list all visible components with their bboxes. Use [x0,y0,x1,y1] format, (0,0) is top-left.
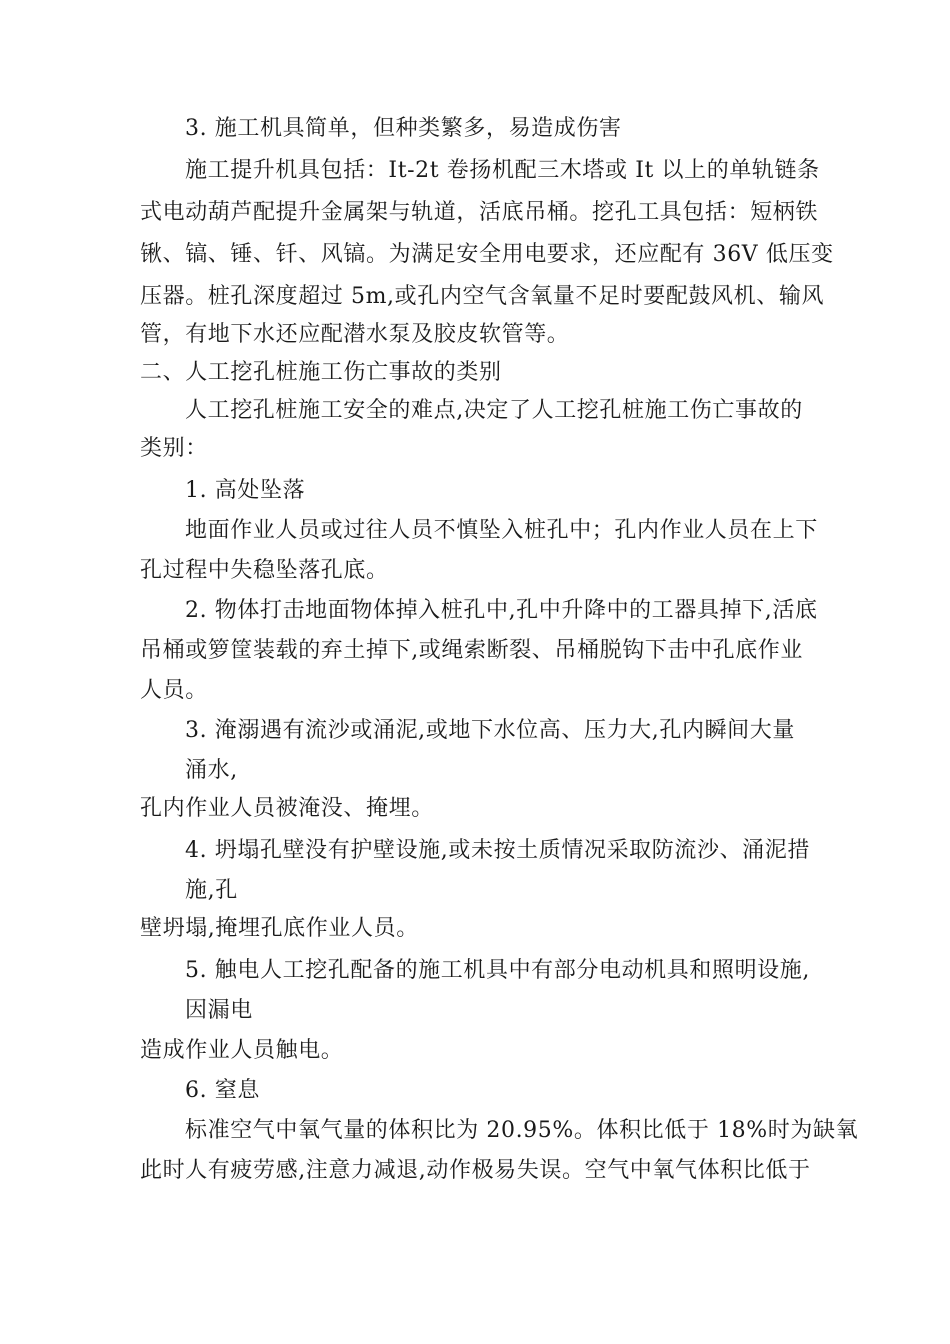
paragraph-line: 此时人有疲劳感,注意力减退,动作极易失误。空气中氧气体积比低于 [140,1158,811,1183]
paragraph-line: 涌水, [185,758,238,783]
paragraph-line: 压器。桩孔深度超过 5m,或孔内空气含氧量不足时要配鼓风机、输风 [140,284,825,309]
paragraph-line: 施工提升机具包括：It-2t 卷扬机配三木塔或 It 以上的单轨链条 [185,158,820,183]
paragraph-line: 孔内作业人员被淹没、掩埋。 [140,796,434,821]
chapter-heading-accident-types: 二、人工挖孔桩施工伤亡事故的类别 [140,360,502,385]
paragraph-line: 孔过程中失稳坠落孔底。 [140,558,389,583]
paragraph-line: 标准空气中氧气量的体积比为 20.95%。体积比低于 18%时为缺氧 [185,1118,859,1143]
paragraph-line: 地面作业人员或过往人员不慎坠入桩孔中；孔内作业人员在上下 [185,518,818,543]
item-electric-shock: 5. 触电人工挖孔配备的施工机具中有部分电动机具和照明设施, [185,958,810,983]
item-heading-suffocation: 6. 窒息 [185,1078,260,1103]
paragraph-line: 因漏电 [185,998,253,1023]
section-heading-machinery: 3. 施工机具简单，但种类繁多，易造成伤害 [185,116,622,141]
paragraph-line: 管，有地下水还应配潜水泵及胶皮软管等。 [140,322,570,347]
item-heading-falling: 1. 高处坠落 [185,478,306,503]
item-struck-by-object: 2. 物体打击地面物体掉入桩孔中,孔中升降中的工器具掉下,活底 [185,598,818,623]
paragraph-line: 造成作业人员触电。 [140,1038,344,1063]
paragraph-line: 人员。 [140,678,208,703]
paragraph-line: 锹、镐、锤、钎、风镐。为满足安全用电要求，还应配有 36V 低压变 [140,242,834,267]
item-collapse: 4. 坍塌孔壁没有护壁设施,或未按土质情况采取防流沙、涌泥措 [185,838,810,863]
paragraph-line: 式电动葫芦配提升金属架与轨道，活底吊桶。挖孔工具包括：短柄铁 [140,200,819,225]
paragraph-line: 人工挖孔桩施工安全的难点,决定了人工挖孔桩施工伤亡事故的 [185,398,803,423]
item-drowning: 3. 淹溺遇有流沙或涌泥,或地下水位高、压力大,孔内瞬间大量 [185,718,795,743]
paragraph-line: 施,孔 [185,878,238,903]
paragraph-line: 类别： [140,436,208,461]
paragraph-line: 壁坍塌,掩埋孔底作业人员。 [140,916,419,941]
paragraph-line: 吊桶或箩筐装载的弃土掉下,或绳索断裂、吊桶脱钩下击中孔底作业 [140,638,803,663]
